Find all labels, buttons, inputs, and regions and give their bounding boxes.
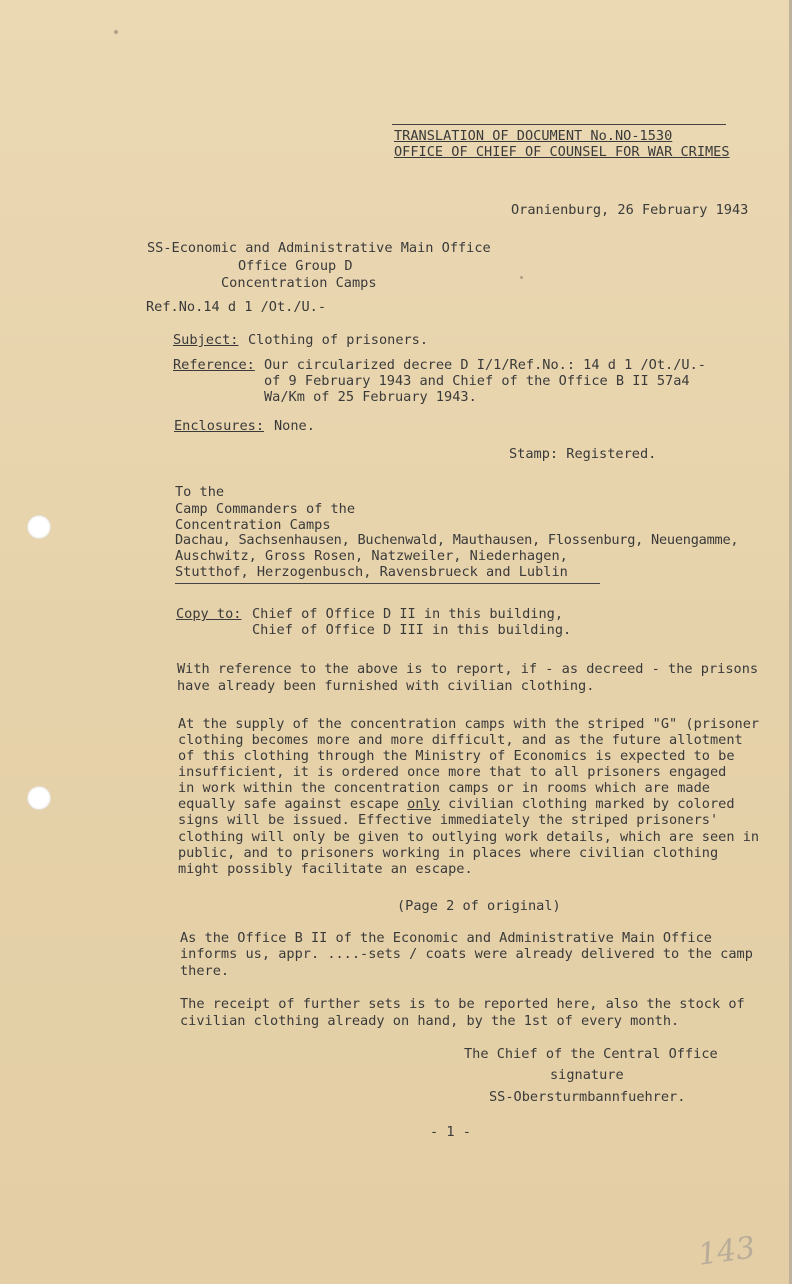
para2-line10: might possibly facilitate an escape.: [178, 861, 473, 877]
page-number: - 1 -: [430, 1124, 471, 1140]
copy-to-line1: Chief of Office D II in this building,: [252, 606, 563, 622]
subject-label: Subject:: [173, 332, 239, 348]
addressee-camps-line3: Stutthof, Herzogenbusch, Ravensbrueck and Lublin: [175, 564, 568, 580]
addressee-camps-line2: Auschwitz, Gross Rosen, Natzweiler, Niederhagen,: [175, 548, 568, 564]
reference-label: Reference:: [173, 357, 255, 373]
para2-line6: [178, 796, 735, 812]
para2-line4: insufficient, it is ordered once more that to all prisoners engaged: [178, 764, 727, 780]
para2-line6-start: equally safe against escape: [178, 796, 408, 812]
translation-line: TRANSLATION OF DOCUMENT No.NO-1530: [394, 128, 673, 144]
para4-line1: The receipt of further sets is to be reported here, also the stock of: [180, 996, 745, 1012]
handwritten-archive-number: 143: [695, 1230, 758, 1273]
signature-title: The Chief of the Central Office: [464, 1046, 718, 1062]
page-marker: (Page 2 of original): [397, 898, 561, 914]
addressee-line2: Camp Commanders of the: [175, 501, 356, 517]
reference-line3: Wa/Km of 25 February 1943.: [264, 389, 477, 405]
para3-line2: informs us, appr. ....-sets / coats were already delivered to the camp: [180, 946, 753, 962]
punch-hole-bottom: [27, 786, 51, 810]
para2-line9: public, and to prisoners working in places where civilian clothing: [178, 845, 719, 861]
emphasis-only: only: [407, 796, 440, 812]
signature-rank: SS-Obersturmbannfuehrer.: [489, 1089, 686, 1105]
para4-line2: civilian clothing already on hand, by the 1st of every month.: [180, 1013, 680, 1029]
para3-line1: As the Office B II of the Economic and Administrative Main Office: [180, 930, 712, 946]
para2-line2: clothing becomes more and more difficult, and as the future allotment: [178, 732, 743, 748]
para2-line1: At the supply of the concentration camps with the striped "G" (prisoner: [178, 716, 760, 732]
signature-mark: signature: [550, 1067, 624, 1083]
addressee-line1: To the: [175, 484, 225, 500]
reference-line2: of 9 February 1943 and Chief of the Office B II 57a4: [264, 373, 690, 389]
subject-text: Clothing of prisoners.: [248, 332, 429, 348]
para2-line8: clothing will only be given to outlying work details, which are seen in: [178, 829, 760, 845]
para1-line2: have already been furnished with civilian clothing.: [177, 678, 595, 694]
paper-speck: [114, 30, 118, 34]
paper-speck: [520, 276, 523, 279]
para3-line3: there.: [180, 963, 230, 979]
reference-number: Ref.No.14 d 1 /Ot./U.-: [146, 299, 327, 315]
addressee-rule: [175, 583, 600, 584]
para1-line1: With reference to the above is to report, if - as decreed - the prisons: [177, 661, 759, 677]
sender-line1: SS-Economic and Administrative Main Office: [147, 240, 491, 256]
header-top-rule: [392, 124, 726, 125]
enclosures-text: None.: [274, 418, 315, 434]
reference-line1: Our circularized decree D I/1/Ref.No.: 14 d 1 /Ot./U.-: [264, 357, 706, 373]
sender-line2: Office Group D: [238, 258, 353, 274]
para2-line3: of this clothing through the Ministry of Economics is expected to be: [178, 748, 735, 764]
sender-line3: Concentration Camps: [221, 275, 377, 291]
place-date: Oranienburg, 26 February 1943: [511, 202, 749, 218]
stamp-text: Stamp: Registered.: [509, 446, 657, 462]
punch-hole-top: [27, 515, 51, 539]
copy-to-label: Copy to:: [176, 606, 242, 622]
para2-line7: signs will be issued. Effective immediately the striped prisoners': [178, 812, 719, 828]
enclosures-label: Enclosures:: [174, 418, 265, 434]
office-line: OFFICE OF CHIEF OF COUNSEL FOR WAR CRIMES: [394, 144, 730, 160]
copy-to-line2: Chief of Office D III in this building.: [252, 622, 572, 638]
para2-line5: in work within the concentration camps or in rooms which are made: [178, 780, 710, 796]
addressee-camps-line1: Dachau, Sachsenhausen, Buchenwald, Mauthausen, Flossenburg, Neuengamme,: [175, 532, 739, 548]
para2-line6-end: civilian clothing marked by colored: [439, 796, 735, 812]
addressee-line3: Concentration Camps: [175, 517, 331, 533]
